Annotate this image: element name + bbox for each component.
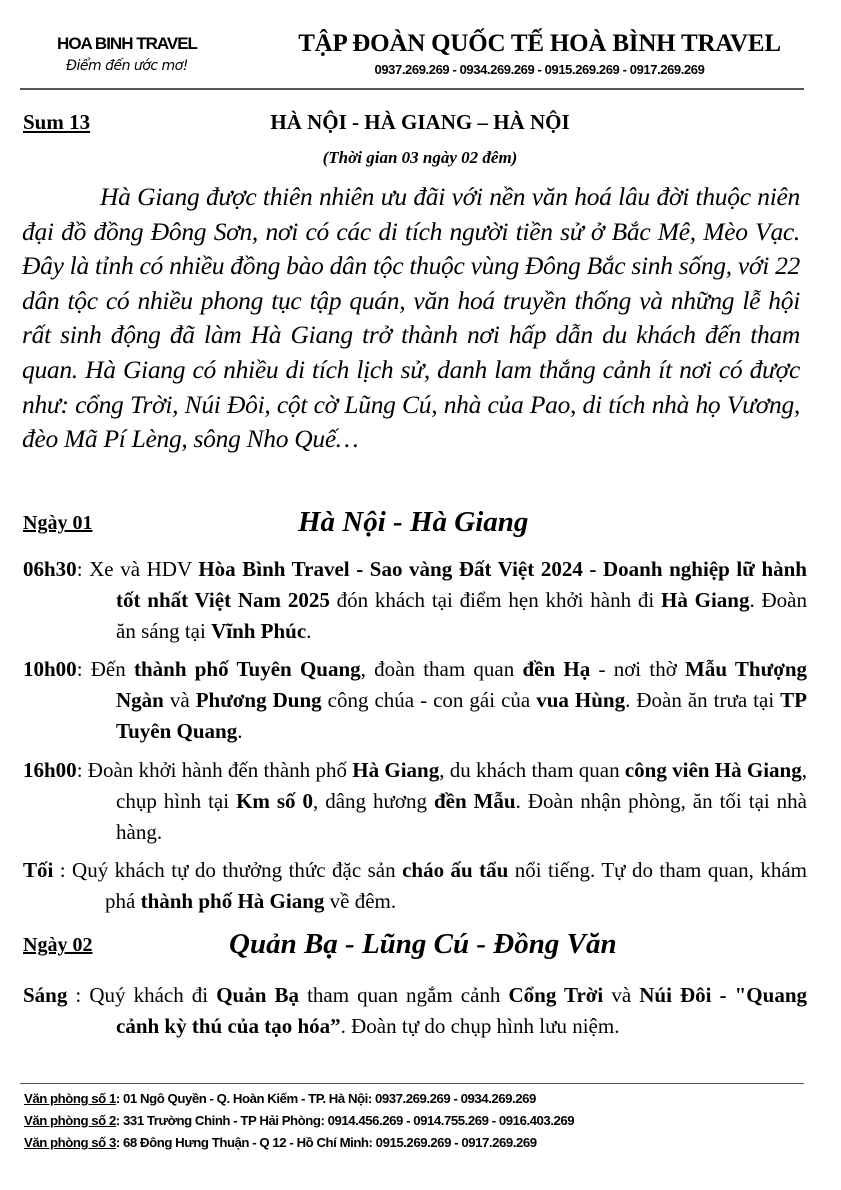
- entry-text: : Đến: [76, 657, 134, 681]
- entry-highlight: đền Hạ: [522, 657, 591, 681]
- entry-text: và: [163, 688, 196, 712]
- schedule-entry: [23, 755, 807, 848]
- entry-highlight: công viên Hà Giang: [624, 758, 802, 782]
- hotline-phones: 0937.269.269 - 0934.269.269 - 0915.269.269 - 0917.269.269: [374, 62, 705, 77]
- tour-intro: Hà Giang được thiên nhiên ưu đãi với nền văn hoá lâu đời thuộc niên đại đồ đồng Đông Sơn, nơi có các di tích người tiền sử ở Bắc Mê, Mèo Vạc. Đây là tỉnh có nhiều đồng bào dân tộc thuộc vùng Đông Bắc sinh sống, với 22 dân tộc có nhiều phong tục tập quán, văn hoá truyền thống và những lễ hội rất sinh động đã làm Hà Giang trở thành nơi hấp dẫn du khách đến tham quan. Hà Giang có nhiều di tích lịch sử, danh lam thắng cảnh ít nơi có được như: cổng Trời, Núi Đôi, cột cờ Lũng Cú, nhà của Pao, di tích nhà họ Vương, đèo Mã Pí Lèng, sông Nho Quế…: [22, 182, 800, 454]
- brand-name: HOA BINH TRAVEL: [57, 34, 197, 53]
- entry-text: , du khách tham quan: [439, 758, 625, 782]
- brand-slogan: Điểm đến ước mơ!: [66, 58, 188, 74]
- entry-text: : Quý khách đi: [67, 983, 217, 1007]
- entry-text: . Đoàn nhận phòng, ăn tối tại nhà hàng.: [116, 789, 808, 844]
- entry-text: : Đoàn khởi hành đến thành phố: [76, 758, 353, 782]
- entry-text: , đoàn tham quan: [360, 657, 523, 681]
- office-item: [24, 1110, 814, 1132]
- header-divider: [20, 88, 804, 90]
- entry-text: . Đoàn ăn trưa tại: [625, 688, 781, 712]
- day-title: Hà Nội - Hà Giang: [298, 506, 529, 538]
- entry-highlight: Km số 0: [236, 789, 313, 813]
- entry-text: công chúa - con gái của: [321, 688, 537, 712]
- schedule-entry: [23, 980, 807, 1042]
- header-right: [262, 30, 817, 77]
- entry-text: nổi tiếng. Tự do tham quan, khám phá: [105, 858, 807, 913]
- schedule-entry: [23, 654, 807, 747]
- entry-highlight: Phương Dung: [195, 688, 322, 712]
- entry-text: . Đoàn tự do chụp hình lưu niệm.: [340, 1014, 620, 1038]
- entry-text: và: [603, 983, 640, 1007]
- entry-time: 06h30: [23, 557, 77, 581]
- office-item: [24, 1132, 814, 1154]
- tour-title: HÀ NỘI - HÀ GIANG – HÀ NỘI: [270, 110, 570, 134]
- entry-highlight: Hà Giang: [352, 758, 440, 782]
- entry-text: . Đoàn ăn sáng tại: [116, 588, 807, 643]
- entry-highlight: thành phố Hà Giang: [140, 889, 325, 913]
- office-address: : 01 Ngô Quyền - Q. Hoàn Kiếm - TP. Hà Nội: 0937.269.269 - 0934.269.269: [115, 1091, 536, 1106]
- entry-highlight: Hà Giang: [660, 588, 750, 612]
- day-label: Ngày 02: [23, 934, 93, 956]
- entry-text: - nơi thờ: [590, 657, 686, 681]
- tour-code: Sum 13: [23, 110, 91, 134]
- entry-text: về đêm.: [324, 889, 397, 913]
- entry-highlight: Quản Bạ: [216, 983, 299, 1007]
- entry-highlight: Mẫu Thượng Ngàn: [116, 657, 807, 712]
- entry-text: : Xe và HDV: [76, 557, 199, 581]
- entry-time: 16h00: [23, 758, 77, 782]
- day-heading: [23, 506, 803, 546]
- office-list: [24, 1088, 814, 1154]
- tour-duration: (Thời gian 03 ngày 02 đêm): [322, 148, 518, 167]
- entry-highlight: vua Hùng: [536, 688, 626, 712]
- entry-text: : Quý khách tự do thưởng thức đặc sản: [53, 858, 403, 882]
- footer-divider: [20, 1083, 804, 1084]
- office-label: Văn phòng số 2: [24, 1113, 116, 1128]
- entry-highlight: Vĩnh Phúc: [211, 619, 307, 643]
- corporation-name: TẬP ĐOÀN QUỐC TẾ HOÀ BÌNH TRAVEL: [298, 30, 781, 57]
- entry-highlight: TP Tuyên Quang: [116, 688, 808, 743]
- entry-highlight: Cổng Trời: [508, 983, 604, 1007]
- entry-highlight: Núi Đôi - "Quang cảnh kỳ thú của tạo hóa”: [116, 983, 808, 1038]
- office-item: [24, 1088, 814, 1110]
- day-label: Ngày 01: [23, 512, 93, 534]
- entry-highlight: cháo ấu tẩu: [402, 858, 509, 882]
- entry-highlight: đền Mẫu: [433, 789, 516, 813]
- day-title: Quản Bạ - Lũng Cú - Đồng Văn: [229, 928, 617, 960]
- office-label: Văn phòng số 3: [24, 1135, 116, 1150]
- entry-text: , dâng hương: [313, 789, 434, 813]
- office-address: : 68 Đông Hưng Thuận - Q 12 - Hồ Chí Minh: 0915.269.269 - 0917.269.269: [115, 1135, 537, 1150]
- schedule-entry: [23, 554, 807, 647]
- entry-time: Sáng: [23, 983, 68, 1007]
- entry-time: Tối: [23, 858, 54, 882]
- entry-text: .: [306, 619, 312, 643]
- entry-highlight: thành phố Tuyên Quang: [133, 657, 361, 681]
- entry-text: đón khách tại điểm hẹn khởi hành đi: [329, 588, 661, 612]
- entry-text: .: [237, 719, 243, 743]
- office-label: Văn phòng số 1: [24, 1091, 116, 1106]
- office-address: : 331 Trường Chinh - TP Hải Phòng: 0914.456.269 - 0914.755.269 - 0916.403.269: [115, 1113, 575, 1128]
- schedule-entry: [23, 855, 807, 917]
- entry-text: , chụp hình tại: [116, 758, 807, 813]
- day-heading: [23, 928, 803, 968]
- header-left: [22, 34, 232, 74]
- entry-highlight: Hòa Bình Travel - Sao vàng Đất Việt 2024 - Doanh nghiệp lữ hành tốt nhất Việt Nam 2025: [116, 557, 807, 612]
- entry-text: tham quan ngắm cảnh: [299, 983, 509, 1007]
- entry-time: 10h00: [23, 657, 77, 681]
